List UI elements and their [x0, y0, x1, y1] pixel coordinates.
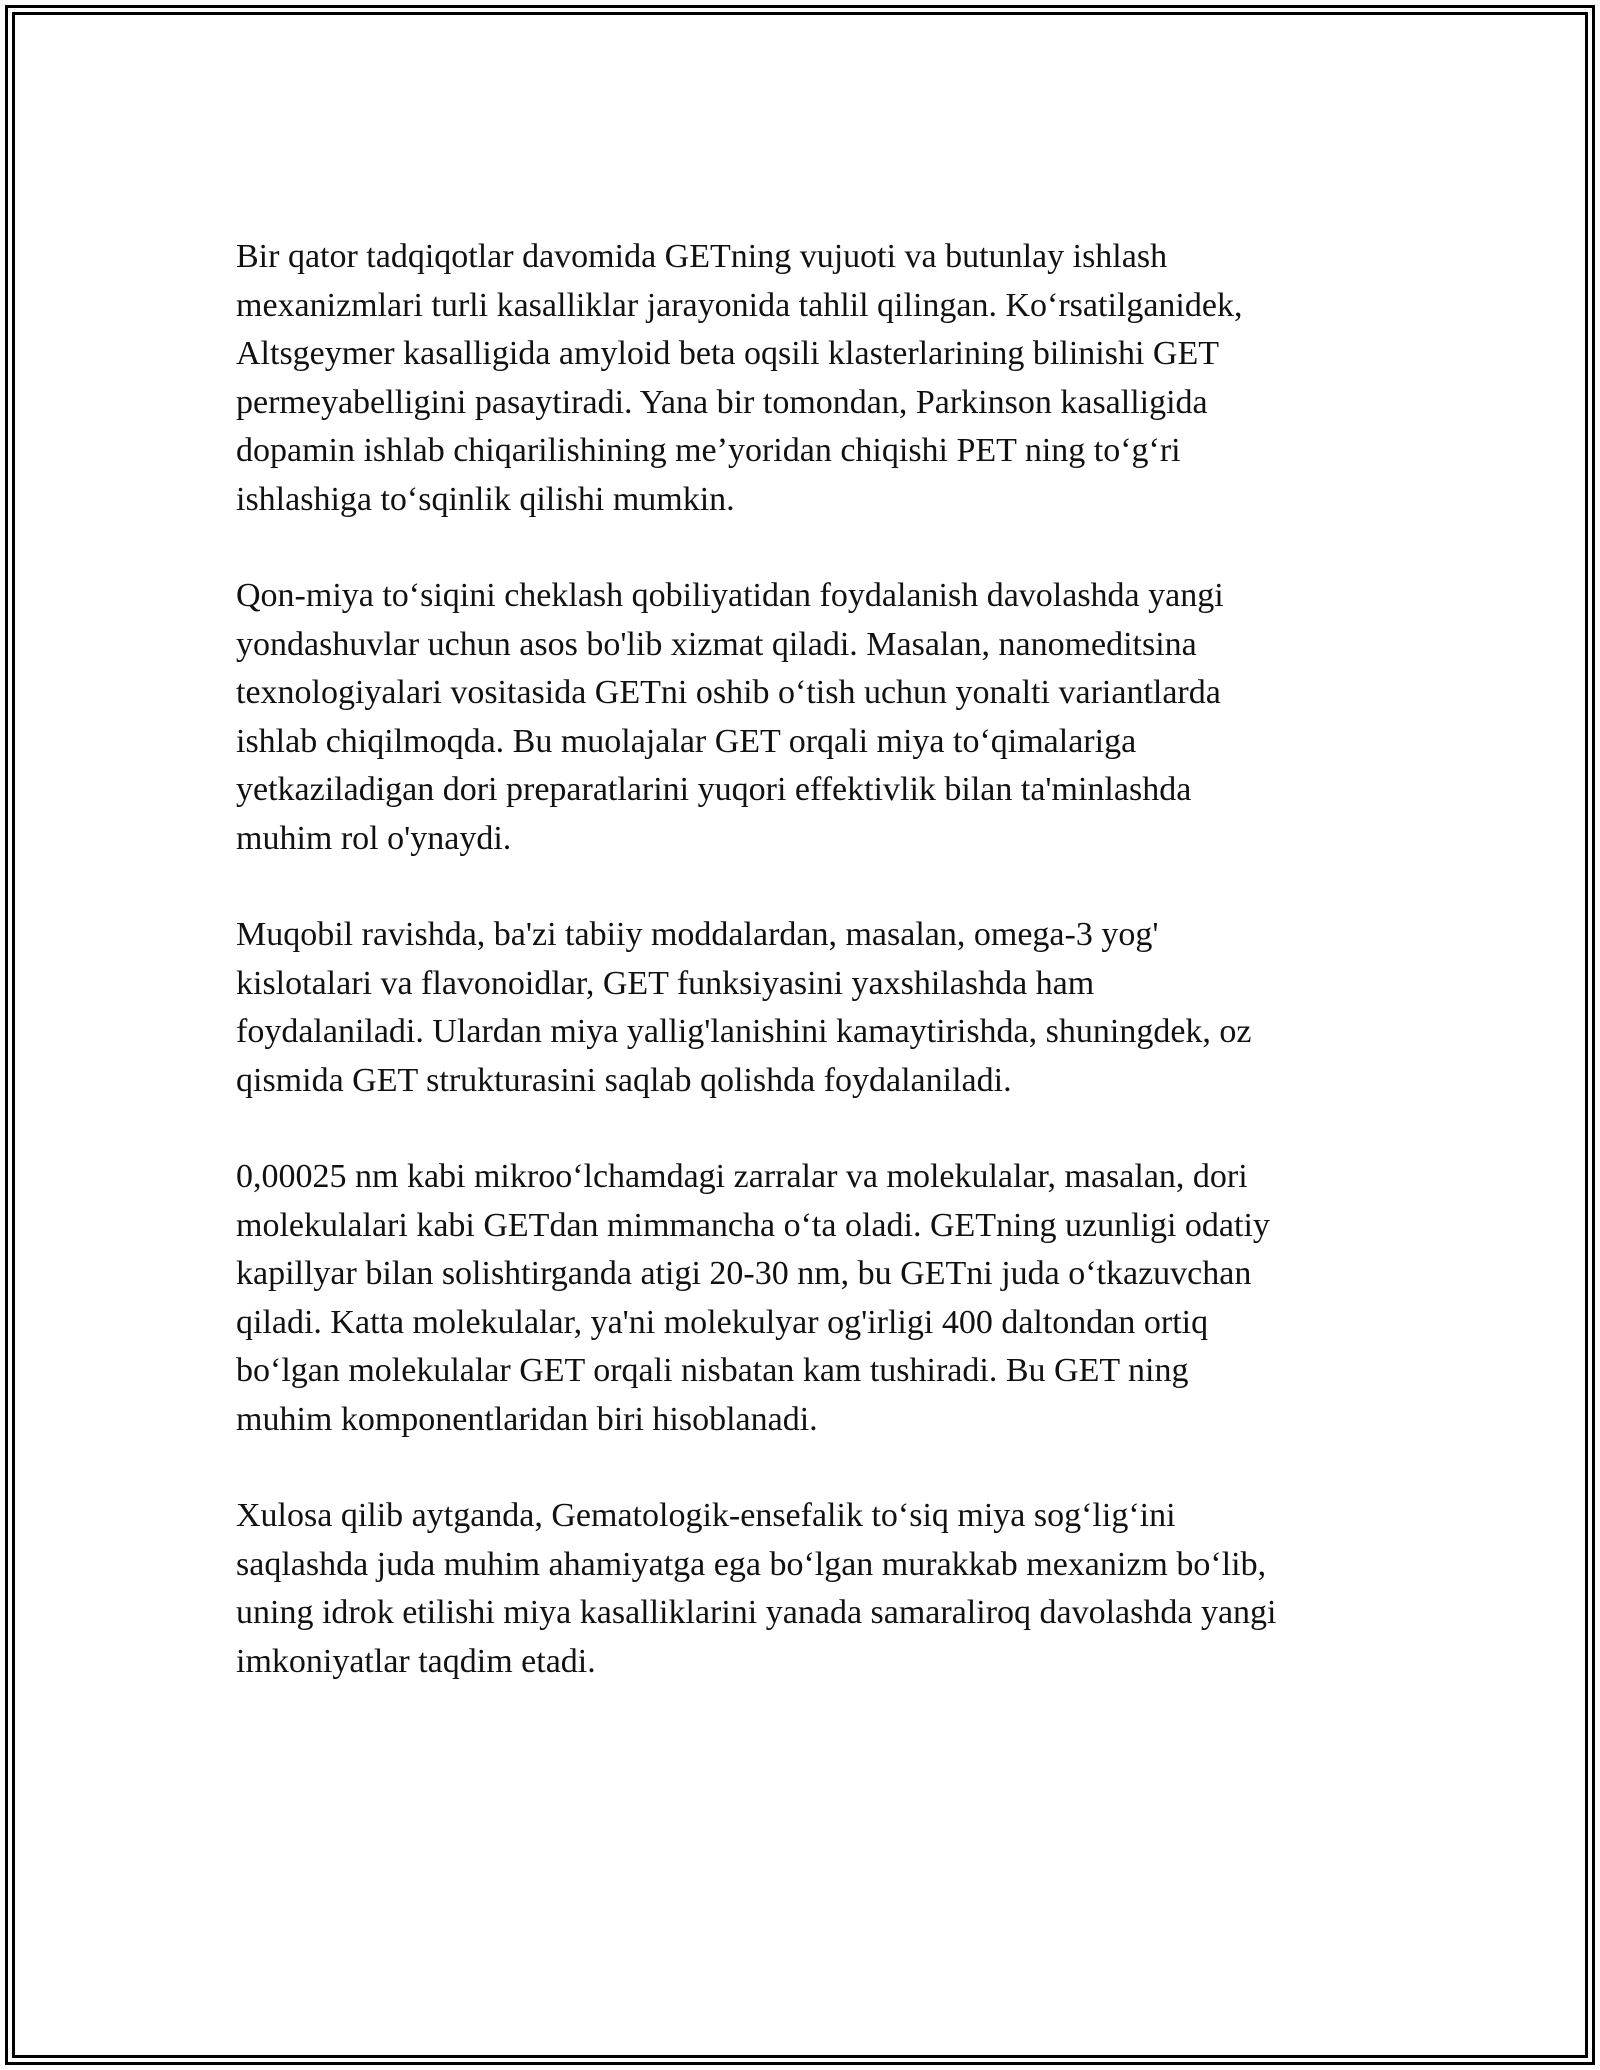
text-line: qismida GET strukturasini saqlab qolishda foydalaniladi.	[236, 1061, 1012, 1099]
text-line: saqlashda juda muhim ahamiyatga ega boʻlgan murakkab mexanizm boʻlib,	[236, 1545, 1267, 1583]
text-line: muhim rol o'ynaydi.	[236, 819, 512, 857]
paragraph-molecule-sizes	[236, 1153, 1366, 1444]
text-line: Bir qator tadqiqotlar davomida GETning vujuoti va butunlay ishlash	[236, 238, 1168, 275]
text-line: boʻlgan molekulalar GET orqali nisbatan kam tushiradi. Bu GET ning	[236, 1352, 1189, 1389]
paragraph-natural-substances	[236, 911, 1366, 1105]
text-line: Qon-miya toʻsiqini cheklash qobiliyatidan foydalanish davolashda yangi	[236, 577, 1224, 614]
text-line: permeyabelligini pasaytiradi. Yana bir tomondan, Parkinson kasalligida	[236, 383, 1208, 421]
text-line: yetkaziladigan dori preparatlarini yuqori effektivlik bilan ta'minlashda	[236, 771, 1192, 808]
text-line: kislotalari va flavonoidlar, GET funksiyasini yaxshilashda ham	[236, 964, 1095, 1002]
document-body	[236, 233, 1366, 1686]
text-line: foydalaniladi. Ulardan miya yallig'lanishini kamaytirishda, shuningdek, oz	[236, 1013, 1252, 1050]
text-line: kapillyar bilan solishtirganda atigi 20-30 nm, bu GETni juda oʻtkazuvchan	[236, 1255, 1252, 1292]
paragraph-treatment-approaches	[236, 572, 1366, 863]
text-line: Muqobil ravishda, ba'zi tabiiy moddalardan, masalan, omega-3 yog'	[236, 916, 1159, 953]
text-line: texnologiyalari vositasida GETni oshib oʻtish uchun yonalti variantlarda	[236, 674, 1221, 711]
text-line: ishlashiga toʻsqinlik qilishi mumkin.	[236, 480, 735, 518]
paragraph-conclusion	[236, 1492, 1366, 1686]
text-line: uning idrok etilishi miya kasalliklarini yanada samaraliroq davolashda yangi	[236, 1594, 1277, 1631]
text-line: mexanizmlari turli kasalliklar jarayonida tahlil qilingan. Koʻrsatilganidek,	[236, 286, 1243, 324]
text-line: 0,00025 nm kabi mikrooʻlchamdagi zarralar va molekulalar, masalan, dori	[236, 1158, 1248, 1195]
text-line: ishlab chiqilmoqda. Bu muolajalar GET orqali miya toʻqimalariga	[236, 722, 1137, 760]
text-line: Altsgeymer kasalligida amyloid beta oqsili klasterlarining bilinishi GET	[236, 335, 1219, 372]
text-line: dopamin ishlab chiqarilishining meʼyoridan chiqishi PET ning toʻgʻri	[236, 432, 1181, 469]
text-line: imkoniyatlar taqdim etadi.	[236, 1642, 596, 1680]
text-line: Xulosa qilib aytganda, Gematologik-ensefalik toʻsiq miya sogʻligʻini	[236, 1497, 1176, 1534]
text-line: qiladi. Katta molekulalar, ya'ni molekulyar og'irligi 400 daltondan ortiq	[236, 1303, 1209, 1341]
text-line: yondashuvlar uchun asos bo'lib xizmat qiladi. Masalan, nanomeditsina	[236, 625, 1197, 663]
text-line: muhim komponentlaridan biri hisoblanadi.	[236, 1400, 818, 1438]
text-line: molekulalari kabi GETdan mimmancha oʻta oladi. GETning uzunligi odatiy	[236, 1206, 1270, 1244]
paragraph-research-findings	[236, 233, 1366, 524]
